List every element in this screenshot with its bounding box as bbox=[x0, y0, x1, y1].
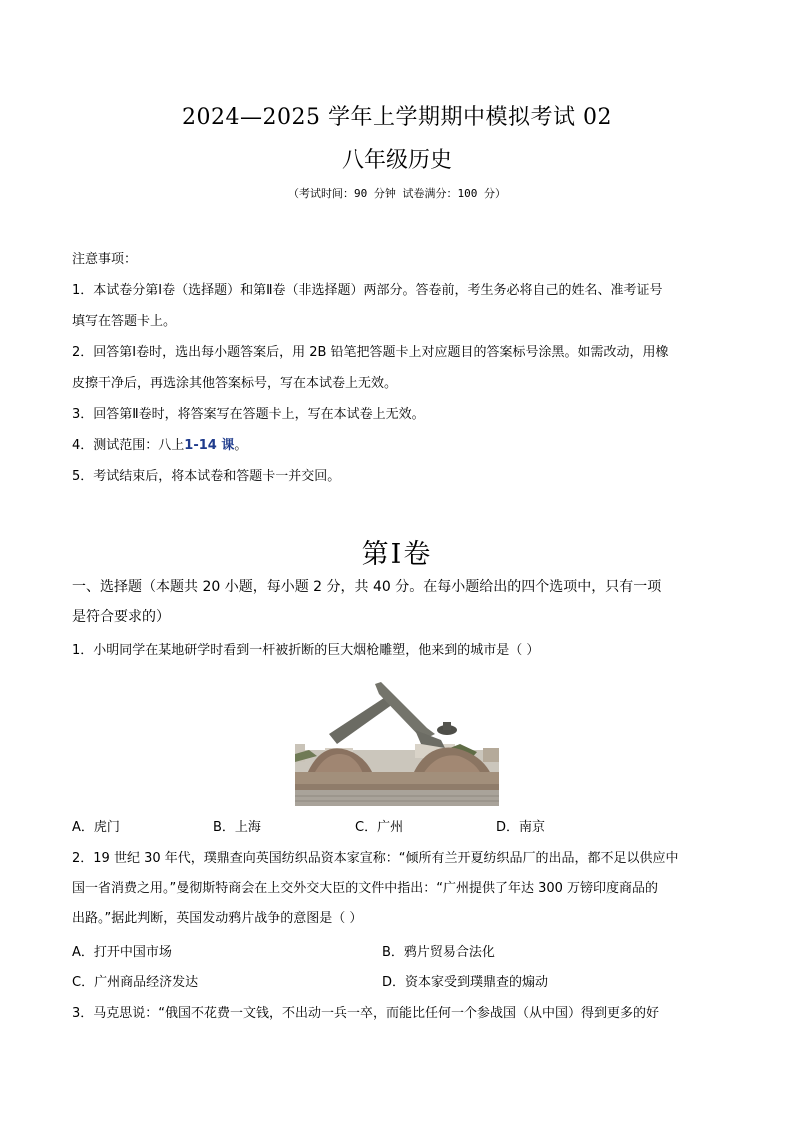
scope-prefix: 4．测试范围：八上 bbox=[72, 438, 185, 453]
note-line: 填写在答题卡上。 bbox=[72, 314, 177, 329]
question-3-stem: 3．马克思说：“俄国不花费一文钱，不出动一兵一卒，而能比任何一个参战国（从中国）得到更多的好 bbox=[72, 1006, 660, 1021]
option-a[interactable]: A．打开中国市场 bbox=[72, 945, 172, 960]
note-line: 5．考试结束后，将本试卷和答题卡一并交回。 bbox=[72, 469, 341, 484]
option-d[interactable]: D．资本家受到璞鼎查的煽动 bbox=[382, 975, 549, 990]
option-c[interactable]: C．广州商品经济发达 bbox=[72, 975, 199, 990]
note-line: 2．回答第Ⅰ卷时，选出每小题答案后，用 2B 铅笔把答题卡上对应题目的答案标号涂黑。如需改动，用橡 bbox=[72, 345, 669, 360]
part-heading bbox=[72, 572, 724, 632]
note-line: 1．本试卷分第Ⅰ卷（选择题）和第Ⅱ卷（非选择题）两部分。答卷前，考生务必将自己的姓名、准考证号 bbox=[72, 283, 663, 298]
broken-pipe-sculpture-photo bbox=[295, 678, 499, 806]
question-2-options-row1 bbox=[72, 938, 724, 968]
part-heading-line: 是符合要求的） bbox=[72, 609, 170, 625]
exam-title: 2024—2025 学年上学期期中模拟考试 02 bbox=[182, 105, 612, 130]
option-c[interactable]: C．广州 bbox=[355, 820, 404, 835]
question-line: 国一省消费之用。”曼彻斯特商会在上交外交大臣的文件中指出：“广州提供了年达 300 万镑印度商品的 bbox=[72, 881, 659, 896]
option-b[interactable]: B．上海 bbox=[213, 820, 261, 835]
question-2-stem bbox=[72, 844, 724, 934]
notes-heading: 注意事项： bbox=[72, 252, 138, 267]
section-title: 第Ⅰ卷 bbox=[361, 539, 433, 570]
scope-suffix: 。 bbox=[234, 438, 248, 453]
option-b[interactable]: B．鸦片贸易合法化 bbox=[382, 945, 495, 960]
scope-value: 1-14 课 bbox=[184, 438, 235, 453]
option-d[interactable]: D．南京 bbox=[496, 820, 546, 835]
part-heading-line: 一、选择题（本题共 20 小题，每小题 2 分，共 40 分。在每小题给出的四个选项中，只有一项 bbox=[72, 579, 662, 595]
exam-info: （考试时间：90 分钟 试卷满分：100 分） bbox=[288, 187, 506, 200]
note-line: 3．回答第Ⅱ卷时，将答案写在答题卡上，写在本试卷上无效。 bbox=[72, 407, 425, 422]
exam-subject: 八年级历史 bbox=[341, 148, 452, 173]
note-line: 皮擦干净后，再选涂其他答案标号，写在本试卷上无效。 bbox=[72, 376, 398, 391]
question-1-stem: 1．小明同学在某地研学时看到一杆被折断的巨大烟枪雕塑，他来到的城市是（ ） bbox=[72, 643, 540, 658]
question-line: 出路。”据此判断，英国发动鸦片战争的意图是（ ） bbox=[72, 911, 363, 926]
question-line: 2．19 世纪 30 年代，璞鼎查向英国纺织品资本家宣称：“倾所有兰开夏纺织品厂的出品，都不足以供应中 bbox=[72, 851, 679, 866]
option-a[interactable]: A．虎门 bbox=[72, 820, 120, 835]
question-2-options-row2 bbox=[72, 968, 724, 998]
note-line-scope bbox=[72, 430, 724, 461]
notes-section bbox=[72, 244, 724, 492]
question-1-options bbox=[72, 813, 724, 843]
